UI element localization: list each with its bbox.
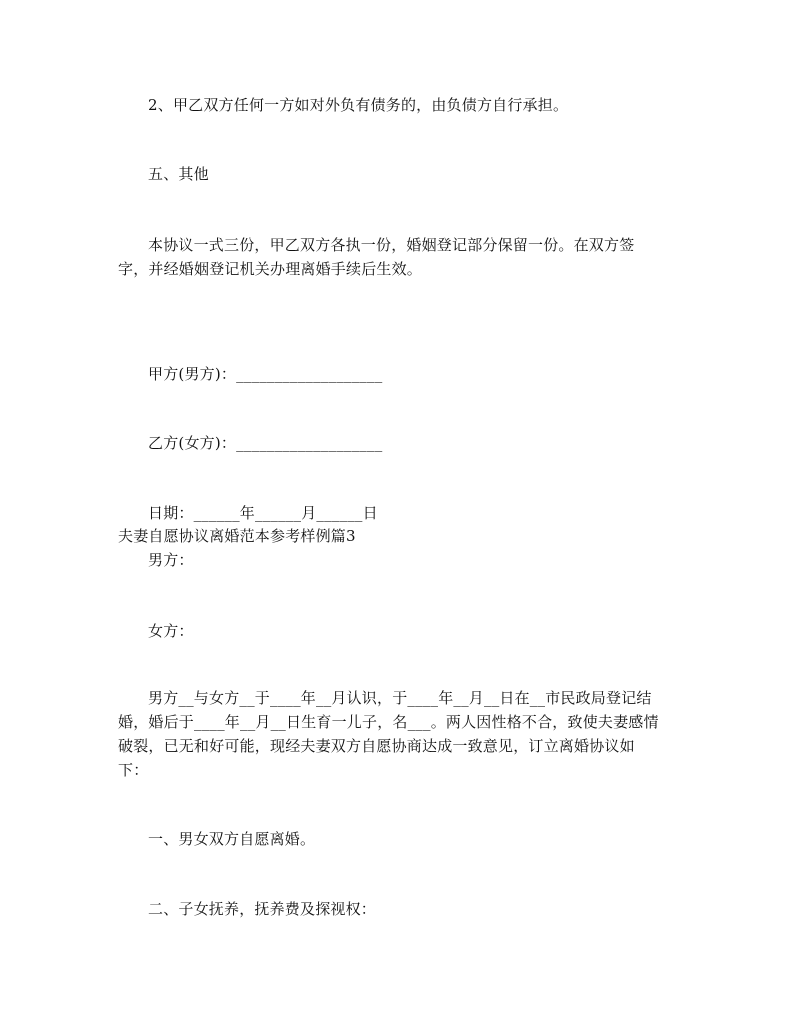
article-title: 夫妻自愿协议离婚范本参考样例篇3 [118, 527, 356, 545]
signature-party-a: 甲方(男方)：___________________ [148, 365, 383, 383]
label-woman: 女方： [148, 622, 194, 640]
copies-clause-line-1: 本协议一式三份，甲乙双方各执一份，婚姻登记部分保留一份。在双方签 [148, 236, 635, 254]
debt-clause: 2、甲乙双方任何一方如对外负有债务的，由负债方自行承担。 [148, 96, 569, 114]
section-heading-other: 五、其他 [148, 165, 209, 183]
item-voluntary-divorce: 一、男女双方自愿离婚。 [148, 830, 316, 848]
copies-clause-line-2: 字，并经婚姻登记机关办理离婚手续后生效。 [118, 260, 423, 278]
item-child-custody: 二、子女抚养，抚养费及探视权： [148, 900, 377, 918]
intro-paragraph-line-1: 男方__与女方__于____年__月认识，于____年__月__日在__市民政局登记结 [148, 689, 652, 707]
intro-paragraph-line-3: 破裂，已无和好可能，现经夫妻双方自愿协商达成一致意见，订立离婚协议如 [118, 737, 635, 755]
signature-party-b: 乙方(女方)：___________________ [148, 434, 383, 452]
intro-paragraph-line-4: 下： [118, 761, 149, 779]
intro-paragraph-line-2: 婚，婚后于____年__月__日生育一儿子，名___。两人因性格不合，致使夫妻感情 [118, 713, 659, 731]
label-man: 男方： [148, 551, 194, 569]
signature-date: 日期：______年______月______日 [148, 504, 378, 522]
